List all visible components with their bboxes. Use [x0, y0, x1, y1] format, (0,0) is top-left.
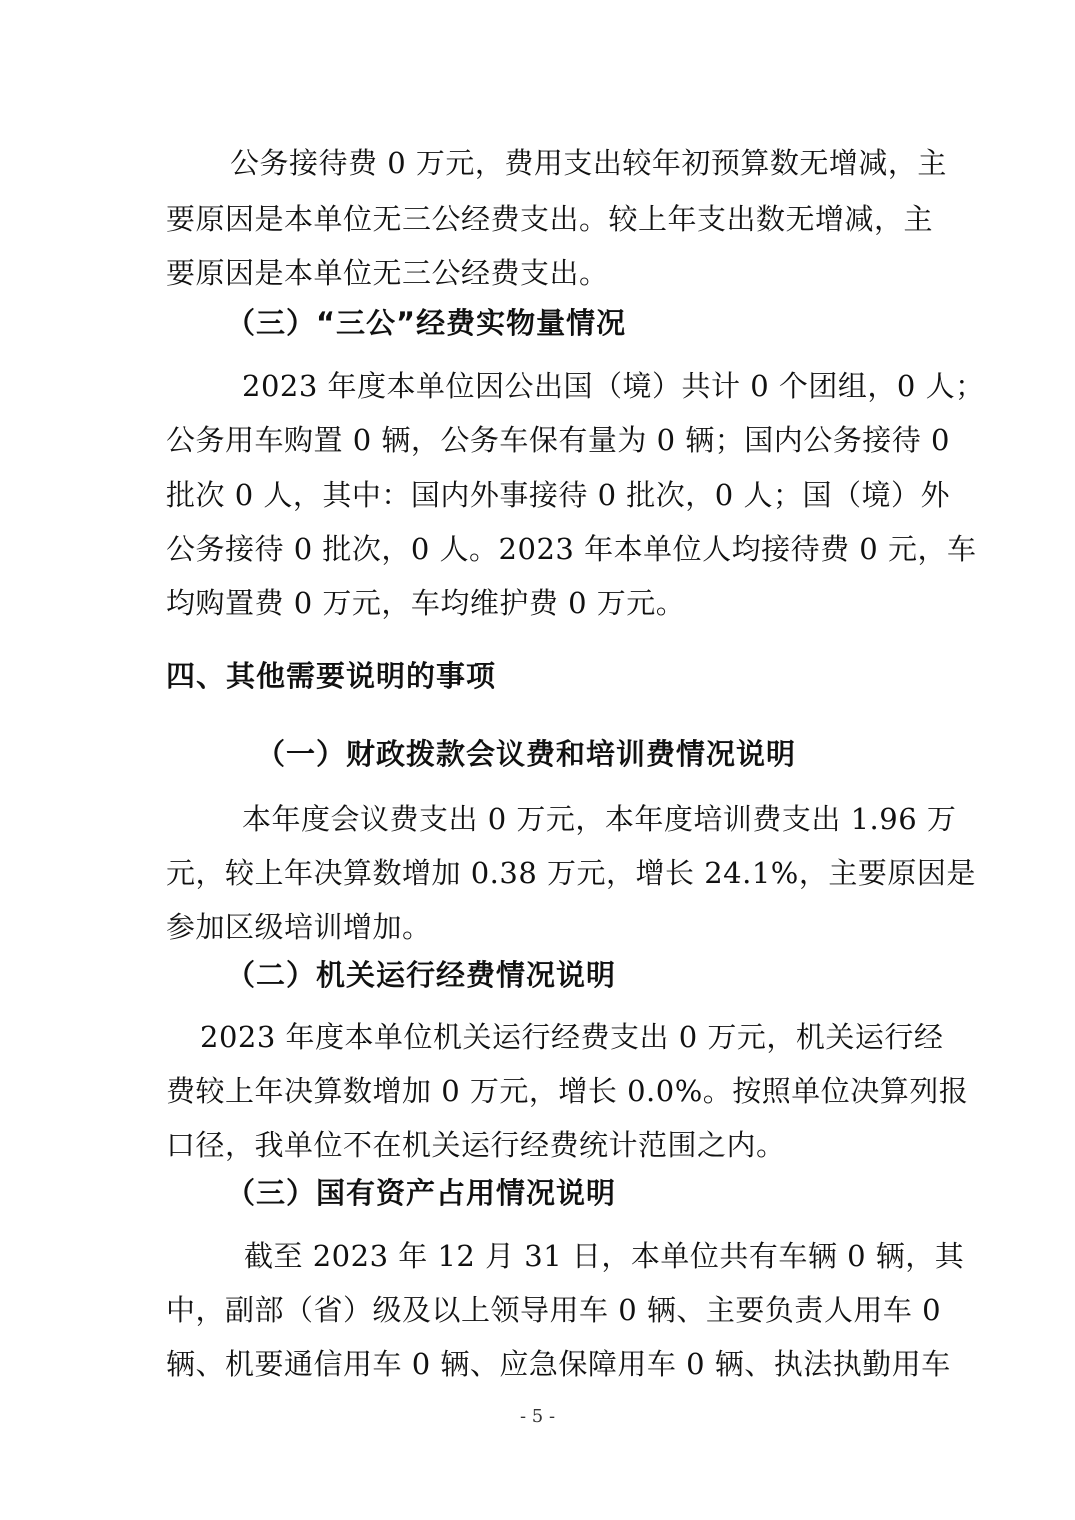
paragraph-line: 本年度会议费支出 0 万元，本年度培训费支出 1.96 万	[242, 802, 957, 836]
paragraph-line: 公务接待 0 批次，0 人。2023 年本单位人均接待费 0 元，车	[166, 532, 977, 566]
paragraph-line: 公务用车购置 0 辆，公务车保有量为 0 辆；国内公务接待 0	[166, 423, 950, 457]
paragraph-line: 元，较上年决算数增加 0.38 万元，增长 24.1%，主要原因是	[166, 856, 976, 890]
paragraph-line: 要原因是本单位无三公经费支出。较上年支出数无增减，主	[166, 202, 934, 236]
paragraph-line: 公务接待费 0 万元，费用支出较年初预算数无增减，主	[230, 146, 947, 180]
paragraph-line: 中，副部（省）级及以上领导用车 0 辆、主要负责人用车 0	[166, 1293, 942, 1327]
paragraph-line: 2023 年度本单位机关运行经费支出 0 万元，机关运行经	[200, 1020, 944, 1054]
section-heading: （二）机关运行经费情况说明	[226, 958, 617, 992]
paragraph-line: 要原因是本单位无三公经费支出。	[166, 256, 609, 290]
paragraph-line: 费较上年决算数增加 0 万元，增长 0.0%。按照单位决算列报	[166, 1074, 969, 1108]
paragraph-line: 参加区级培训增加。	[166, 910, 432, 944]
paragraph-line: 口径，我单位不在机关运行经费统计范围之内。	[166, 1128, 786, 1162]
paragraph-line: 2023 年度本单位因公出国（境）共计 0 个团组，0 人；	[242, 369, 985, 403]
chapter-heading: 四、其他需要说明的事项	[166, 659, 497, 693]
section-heading: （三）国有资产占用情况说明	[226, 1176, 617, 1210]
paragraph-line: 均购置费 0 万元，车均维护费 0 万元。	[166, 586, 686, 620]
section-heading: （一）财政拨款会议费和培训费情况说明	[256, 737, 797, 771]
section-heading: （三）“三公”经费实物量情况	[226, 306, 627, 340]
page-number: - 5 -	[519, 1406, 556, 1427]
paragraph-line: 批次 0 人，其中：国内外事接待 0 批次，0 人；国（境）外	[166, 478, 950, 512]
paragraph-line: 辆、机要通信用车 0 辆、应急保障用车 0 辆、执法执勤用车	[166, 1347, 951, 1381]
paragraph-line: 截至 2023 年 12 月 31 日，本单位共有车辆 0 辆，其	[244, 1239, 965, 1273]
